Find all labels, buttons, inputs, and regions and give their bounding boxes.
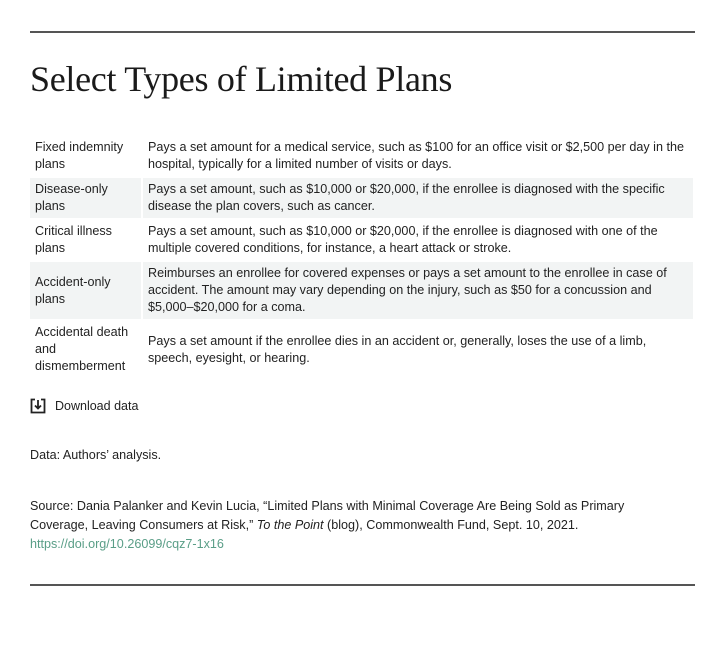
plan-description: Pays a set amount, such as $10,000 or $20,000, if the enrollee is diagnosed with the specific disease the plan covers, such as cancer. <box>143 178 693 220</box>
plan-name: Critical illness plans <box>30 220 143 262</box>
plan-name: Accidental death and dismemberment <box>30 321 143 380</box>
plans-table <box>30 136 693 380</box>
data-note: Data: Authors’ analysis. <box>30 448 162 462</box>
table-row <box>30 220 693 262</box>
source-prefix: Source: Dania Palanker and Kevin Lucia, “Limited Plans with Minimal Coverage Are Being Sold as Primary Coverage, Leaving Consumers at Risk,” <box>30 499 625 532</box>
plan-description: Pays a set amount, such as $10,000 or $20,000, if the enrollee is diagnosed with one of the multiple covered conditions, for instance, a heart attack or stroke. <box>143 220 693 262</box>
download-icon <box>30 398 46 414</box>
source-suffix: (blog), Commonwealth Fund, Sept. 10, 2021. <box>323 518 579 532</box>
doi-link[interactable]: https://doi.org/10.26099/cqz7-1x16 <box>30 537 224 551</box>
table-row <box>30 321 693 380</box>
download-label: Download data <box>55 399 139 413</box>
table-row <box>30 136 693 178</box>
source-citation <box>30 497 670 554</box>
plan-description: Pays a set amount if the enrollee dies in an accident or, generally, loses the use of a limb, speech, eyesight, or hearing. <box>143 321 693 380</box>
plan-name: Accident-only plans <box>30 262 143 321</box>
plan-description: Pays a set amount for a medical service, such as $100 for an office visit or $2,500 per day in the hospital, typically for a limited number of visits or days. <box>143 136 693 178</box>
plan-name: Fixed indemnity plans <box>30 136 143 178</box>
bottom-divider <box>30 584 695 586</box>
download-data-button[interactable] <box>30 398 138 414</box>
publication-name: To the Point <box>256 518 324 532</box>
top-divider <box>30 31 695 33</box>
table-row <box>30 262 693 321</box>
plan-description: Reimburses an enrollee for covered expenses or pays a set amount to the enrollee in case of accident. The amount may vary depending on the injury, such as $50 for a concussion and $5,000–$20,000 for a coma. <box>143 262 693 321</box>
plan-name: Disease-only plans <box>30 178 143 220</box>
page-title: Select Types of Limited Plans <box>30 59 453 99</box>
table-row <box>30 178 693 220</box>
